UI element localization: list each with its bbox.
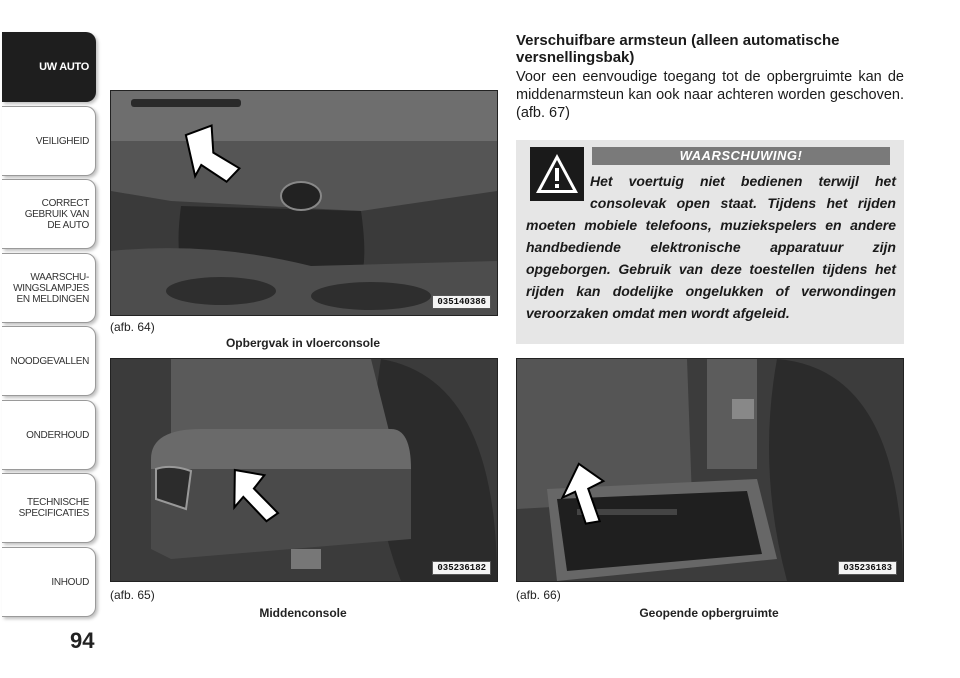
figure-label: (afb. 65) [110,588,155,602]
photo-reference-code: 035236183 [838,561,897,575]
figure-caption: Geopende opbergruimte [639,606,779,620]
figure-caption: Middenconsole [259,606,347,620]
tab-noodgevallen[interactable]: NOODGEVALLEN [2,326,96,396]
figure-label: (afb. 66) [516,588,561,602]
tab-inhoud[interactable]: INHOUD [2,547,96,617]
photo-reference-code: 035236182 [432,561,491,575]
page-number: 94 [70,628,95,653]
warning-title: WAARSCHUWING! [592,147,890,165]
tab-veiligheid[interactable]: VEILIGHEID [2,106,96,176]
figure-caption: Opbergvak in vloerconsole [225,336,381,350]
photo-floor-console-storage [110,90,498,316]
tab-waarschuwingslampjes[interactable]: WAARSCHU- WINGSLAMPJES EN MELDINGEN [2,253,96,323]
photo-open-storage [516,358,904,582]
photo-reference-code: 035140386 [432,295,491,309]
tab-correct-gebruik[interactable]: CORRECT GEBRUIK VAN DE AUTO [2,179,96,249]
tab-uw-auto[interactable]: UW AUTO [2,32,96,102]
figure-label: (afb. 64) [110,320,155,334]
photo-center-console [110,358,498,582]
section-heading: Verschuifbare armsteun (alleen automatische versnellingsbak) [516,32,840,66]
tab-onderhoud[interactable]: ONDERHOUD [2,400,96,470]
tab-technische-specificaties[interactable]: TECHNISCHE SPECIFICATIES [2,473,96,543]
warning-text: Het voertuig niet bedienen terwijl het consolevak open staat. Tijdens het rijden moeten mobiele telefoons, muziekspelers en andere handbediende elektronische apparatuur zijn opgeborgen. Gebruik van deze toestellen tijdens het rijden kan dodelijke ongelukken of verwondingen veroorzaken omdat men wordt afgeleid. [526,173,896,321]
section-body: Voor een eenvoudige toegang tot de opbergruimte kan de middenarmsteun kan ook naar achteren worden geschoven. (afb. 67) [516,69,904,121]
